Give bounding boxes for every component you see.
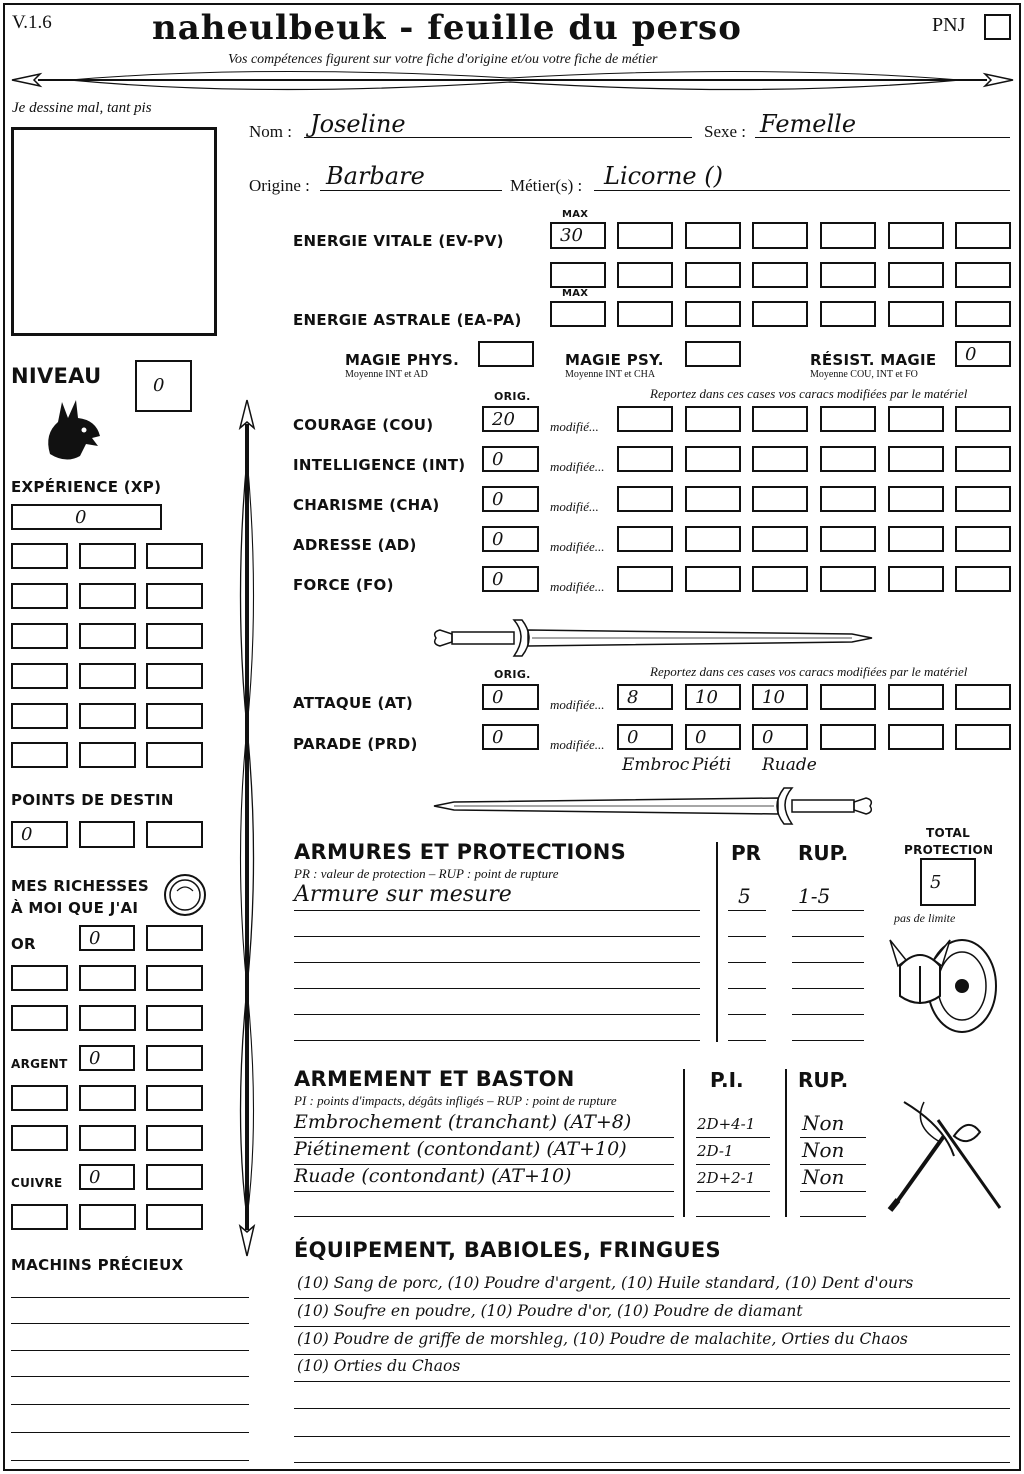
carac-mod-box-4-2[interactable] <box>685 526 741 552</box>
sexe-value[interactable]: Femelle <box>760 110 857 138</box>
carac-mod-label-1: modifié... <box>550 419 599 434</box>
caracs-report-note: Reportez dans ces cases vos caracs modifiées par le matériel <box>650 386 968 401</box>
ev-max-label: MAX <box>562 209 589 220</box>
combat-orig-label: ORIG. <box>494 668 531 681</box>
ea-max-label: MAX <box>562 288 589 299</box>
equip-line-5[interactable] <box>294 1408 1010 1409</box>
richesses-label-2: À MOI QUE J'AI <box>11 899 139 917</box>
coin-icon <box>163 873 207 917</box>
carac-mod-box-1-6[interactable] <box>955 406 1011 432</box>
resist-magie-box[interactable]: 0 <box>955 341 1011 367</box>
armure-line-3[interactable] <box>294 962 700 963</box>
money-grid-box-1-3[interactable] <box>146 965 203 991</box>
ev-box-3[interactable] <box>752 222 808 249</box>
money-grid-box-2-3[interactable] <box>146 1005 203 1031</box>
carac-orig-box-3[interactable]: 0 <box>482 486 539 512</box>
ev-box-2[interactable] <box>685 222 741 249</box>
carac-mod-box-2-6[interactable] <box>955 446 1011 472</box>
equip-line-3[interactable] <box>294 1354 1010 1355</box>
armement-col-rup: RUP. <box>798 1068 849 1092</box>
carac-mod-box-2-2[interactable] <box>685 446 741 472</box>
ev-box-4[interactable] <box>820 222 876 249</box>
equip-item-4[interactable]: (10) Orties du Chaos <box>297 1357 461 1375</box>
carac-label-2: INTELLIGENCE (INT) <box>293 456 466 474</box>
ev-box-6[interactable] <box>955 222 1011 249</box>
money-grid-box-4-2[interactable] <box>79 1125 136 1151</box>
equip-item-3[interactable]: (10) Poudre de griffe de morshleg, (10) Poudre de malachite, Orties du Chaos <box>297 1330 908 1348</box>
money-grid-box-5-2[interactable] <box>79 1204 136 1230</box>
machins-line-6[interactable] <box>11 1432 249 1433</box>
money-grid-box-3-3[interactable] <box>146 1085 203 1111</box>
sexe-label: Sexe : <box>704 122 747 141</box>
arme-pi-1[interactable]: 2D+4-1 <box>697 1115 756 1133</box>
ev-box-row2-1[interactable] <box>550 262 606 288</box>
armures-col-pr: PR <box>731 841 762 865</box>
parade-label: PARADE (PRD) <box>293 735 418 753</box>
magie-phys-label: MAGIE PHYS. <box>345 351 460 369</box>
armure-rup-line-3[interactable] <box>792 962 864 963</box>
or-box[interactable]: 0 <box>79 925 135 951</box>
parade-mod-box-2[interactable]: 0 <box>685 724 741 750</box>
armure-rup-1[interactable]: 1-5 <box>798 884 831 908</box>
xp-grid-box-6-3[interactable] <box>146 742 203 768</box>
arme-rup-1[interactable]: Non <box>802 1111 845 1135</box>
niveau-label: NIVEAU <box>11 364 102 388</box>
machins-line-3[interactable] <box>11 1350 249 1351</box>
armement-legend: PI : points d'impacts, dégâts infligés – RUP : point de rupture <box>294 1093 617 1108</box>
money-grid-box-4-3[interactable] <box>146 1125 203 1151</box>
armement-divider <box>683 1069 685 1217</box>
arme-name-2[interactable]: Piétinement (contondant) (AT+10) <box>294 1138 627 1160</box>
xp-grid-box-2-3[interactable] <box>146 583 203 609</box>
money-grid-box-2-1[interactable] <box>11 1005 68 1031</box>
attaque-mod-box-5[interactable] <box>888 684 944 710</box>
carac-mod-box-5-1[interactable] <box>617 566 673 592</box>
carac-mod-box-1-4[interactable] <box>820 406 876 432</box>
or-label: OR <box>11 935 36 953</box>
attack-name-3: Ruade <box>762 755 817 775</box>
carac-mod-box-1-2[interactable] <box>685 406 741 432</box>
carac-mod-box-5-2[interactable] <box>685 566 741 592</box>
pnj-checkbox[interactable] <box>984 14 1011 40</box>
money-grid-box-5-3[interactable] <box>146 1204 203 1230</box>
arme-pi-2[interactable]: 2D-1 <box>697 1142 734 1160</box>
armures-legend: PR : valeur de protection – RUP : point de rupture <box>294 866 559 881</box>
portrait-caption: Je dessine mal, tant pis <box>12 100 152 116</box>
xp-grid-box-5-2[interactable] <box>79 703 136 729</box>
ev-box-row2-3[interactable] <box>685 262 741 288</box>
armure-pr-1[interactable]: 5 <box>738 884 751 908</box>
money-grid-box-1-2[interactable] <box>79 965 136 991</box>
subtitle: Vos compétences figurent sur votre fiche d'origine et/ou votre fiche de métier <box>228 52 658 67</box>
ev-label: ENERGIE VITALE (EV-PV) <box>293 232 504 250</box>
sword-icon <box>432 612 874 666</box>
carac-mod-box-5-5[interactable] <box>888 566 944 592</box>
xp-grid-box-4-1[interactable] <box>11 663 68 689</box>
richesses-label-1: MES RICHESSES <box>11 877 150 895</box>
armure-line-2[interactable] <box>294 936 700 937</box>
magie-psy-sub: Moyenne INT et CHA <box>565 369 656 380</box>
carac-label-1: COURAGE (COU) <box>293 416 434 434</box>
armures-title: ARMURES ET PROTECTIONS <box>294 840 627 864</box>
destin-box-1[interactable]: 0 <box>11 821 68 848</box>
ev-box-5[interactable] <box>888 222 944 249</box>
arme-line-4[interactable] <box>294 1216 674 1217</box>
carac-label-5: FORCE (FO) <box>293 576 394 594</box>
xp-grid-box-4-3[interactable] <box>146 663 203 689</box>
armure-name-1[interactable]: Armure sur mesure <box>294 882 512 907</box>
parade-mod-box-3[interactable]: 0 <box>752 724 808 750</box>
no-limit-note: pas de limite <box>894 911 956 925</box>
carac-mod-box-2-3[interactable] <box>752 446 808 472</box>
armure-pr-line-3[interactable] <box>728 962 766 963</box>
machins-line-2[interactable] <box>11 1323 249 1324</box>
caracs-orig-label: ORIG. <box>494 390 531 403</box>
weapons-icon <box>884 1096 1010 1218</box>
version-label: V.1.6 <box>12 12 52 33</box>
equip-line-1[interactable] <box>294 1298 1010 1299</box>
carac-orig-box-4[interactable]: 0 <box>482 526 539 552</box>
equip-item-2[interactable]: (10) Soufre en poudre, (10) Poudre d'or, (10) Poudre de diamant <box>297 1302 803 1320</box>
magie-phys-sub: Moyenne INT et AD <box>345 369 428 380</box>
carac-mod-box-4-3[interactable] <box>752 526 808 552</box>
xp-grid-box-3-2[interactable] <box>79 623 136 649</box>
carac-mod-label-5: modifiée... <box>550 579 605 594</box>
ev-box-row2-6[interactable] <box>888 262 944 288</box>
metier-label: Métier(s) : <box>510 176 583 195</box>
cuivre-box-2[interactable] <box>146 1164 203 1190</box>
attack-name-2: Piéti <box>692 755 732 775</box>
total-protection-label-2: PROTECTION <box>904 843 994 857</box>
xp-grid-box-3-1[interactable] <box>11 623 68 649</box>
carac-mod-box-3-6[interactable] <box>955 486 1011 512</box>
carac-orig-box-2[interactable]: 0 <box>482 446 539 472</box>
destin-box-2[interactable] <box>79 821 135 848</box>
carac-label-3: CHARISME (CHA) <box>293 496 440 514</box>
or-box-2[interactable] <box>146 925 203 951</box>
xp-label: EXPÉRIENCE (XP) <box>11 478 162 496</box>
carac-orig-box-1[interactable]: 20 <box>482 406 539 432</box>
ev-box-row2-2[interactable] <box>617 262 673 288</box>
parade-mod-label: modifiée... <box>550 737 605 752</box>
parade-mod-box-1[interactable]: 0 <box>617 724 673 750</box>
cuivre-label: CUIVRE <box>11 1176 63 1190</box>
arme-name-3[interactable]: Ruade (contondant) (AT+10) <box>294 1165 572 1187</box>
carac-mod-box-2-5[interactable] <box>888 446 944 472</box>
attaque-label: ATTAQUE (AT) <box>293 694 414 712</box>
arme-name-1[interactable]: Embrochement (tranchant) (AT+8) <box>294 1111 632 1133</box>
attaque-orig-box[interactable]: 0 <box>482 684 539 710</box>
dragon-icon <box>40 394 106 464</box>
armures-divider <box>716 842 718 1042</box>
carac-mod-box-1-3[interactable] <box>752 406 808 432</box>
ev-box-row2-5[interactable] <box>820 262 876 288</box>
magie-psy-label: MAGIE PSY. <box>565 351 664 369</box>
armure-pr-line-1[interactable] <box>728 910 766 911</box>
xp-grid-box-1-3[interactable] <box>146 543 203 569</box>
armures-col-rup: RUP. <box>798 841 849 865</box>
vertical-spear-icon <box>232 398 262 1260</box>
xp-grid-box-5-1[interactable] <box>11 703 68 729</box>
xp-box[interactable]: 0 <box>11 504 162 530</box>
money-grid-box-3-1[interactable] <box>11 1085 68 1111</box>
xp-grid-box-6-1[interactable] <box>11 742 68 768</box>
attaque-mod-box-3[interactable]: 10 <box>752 684 808 710</box>
ea-box-5[interactable] <box>888 301 944 327</box>
attaque-mod-box-4[interactable] <box>820 684 876 710</box>
carac-mod-box-4-4[interactable] <box>820 526 876 552</box>
xp-grid-box-5-3[interactable] <box>146 703 203 729</box>
argent-label: ARGENT <box>11 1057 68 1071</box>
machins-line-1[interactable] <box>11 1297 249 1298</box>
niveau-box[interactable]: 0 <box>135 360 192 412</box>
sword-icon-2 <box>432 780 874 834</box>
carac-mod-label-4: modifiée... <box>550 539 605 554</box>
attaque-mod-box-2[interactable]: 10 <box>685 684 741 710</box>
armure-rup-line-4[interactable] <box>792 988 864 989</box>
ea-label: ENERGIE ASTRALE (EA-PA) <box>293 311 522 329</box>
magie-psy-box[interactable] <box>685 341 741 367</box>
carac-mod-box-1-5[interactable] <box>888 406 944 432</box>
arme-pi-line-2[interactable] <box>696 1164 770 1165</box>
armement-divider-2 <box>785 1069 787 1217</box>
ev-box-row2-4[interactable] <box>752 262 808 288</box>
carac-mod-label-2: modifiée... <box>550 459 605 474</box>
metier-value[interactable]: Licorne () <box>604 162 723 190</box>
attaque-mod-box-6[interactable] <box>955 684 1011 710</box>
combat-report-note: Reportez dans ces cases vos caracs modifiées par le matériel <box>650 664 968 679</box>
machins-line-4[interactable] <box>11 1376 249 1377</box>
argent-box-2[interactable] <box>146 1045 203 1071</box>
arme-pi-line-3[interactable] <box>696 1191 770 1192</box>
money-grid-box-3-2[interactable] <box>79 1085 136 1111</box>
equip-line-4[interactable] <box>294 1381 1010 1382</box>
xp-grid-box-4-2[interactable] <box>79 663 136 689</box>
attaque-mod-box-1[interactable]: 8 <box>617 684 673 710</box>
ea-box-2[interactable] <box>685 301 741 327</box>
parade-orig-box[interactable]: 0 <box>482 724 539 750</box>
carac-mod-box-3-4[interactable] <box>820 486 876 512</box>
attack-name-1: Embroc <box>622 755 690 775</box>
resist-magie-label: RÉSIST. MAGIE <box>810 351 937 369</box>
carac-mod-box-2-1[interactable] <box>617 446 673 472</box>
xp-grid-box-1-2[interactable] <box>79 543 136 569</box>
xp-grid-box-1-1[interactable] <box>11 543 68 569</box>
ev-box-1[interactable] <box>617 222 673 249</box>
money-grid-box-2-2[interactable] <box>79 1005 136 1031</box>
equipement-title: ÉQUIPEMENT, BABIOLES, FRINGUES <box>294 1238 721 1262</box>
armure-line-5[interactable] <box>294 1014 700 1015</box>
arme-rup-line-3[interactable] <box>800 1191 866 1192</box>
arme-rup-2[interactable]: Non <box>802 1138 845 1162</box>
xp-grid-box-2-2[interactable] <box>79 583 136 609</box>
armure-pr-line-6[interactable] <box>728 1040 766 1041</box>
armure-line-4[interactable] <box>294 988 700 989</box>
armure-pr-line-2[interactable] <box>728 936 766 937</box>
total-protection-box[interactable]: 5 <box>920 858 976 906</box>
armement-title: ARMEMENT ET BASTON <box>294 1067 575 1091</box>
portrait-frame[interactable] <box>11 127 217 336</box>
arme-pi-line-4[interactable] <box>696 1216 770 1217</box>
carac-mod-box-2-4[interactable] <box>820 446 876 472</box>
arme-line-3[interactable] <box>294 1191 674 1192</box>
metier-line <box>594 190 1010 191</box>
equip-line-2[interactable] <box>294 1326 1010 1327</box>
armure-rup-line-5[interactable] <box>792 1014 864 1015</box>
nom-label: Nom : <box>249 122 292 141</box>
ea-box-6[interactable] <box>955 301 1011 327</box>
arme-rup-line-4[interactable] <box>800 1216 866 1217</box>
armure-line-1[interactable] <box>294 910 700 911</box>
cuivre-box[interactable]: 0 <box>79 1164 135 1190</box>
xp-grid-box-6-2[interactable] <box>79 742 136 768</box>
destin-box-3[interactable] <box>146 821 203 848</box>
pnj-label: PNJ <box>932 14 966 36</box>
carac-mod-box-5-6[interactable] <box>955 566 1011 592</box>
total-protection-label-1: TOTAL <box>926 826 971 840</box>
parade-mod-box-6[interactable] <box>955 724 1011 750</box>
armure-pr-line-4[interactable] <box>728 988 766 989</box>
arme-pi-line-1[interactable] <box>696 1137 770 1138</box>
machins-line-5[interactable] <box>11 1404 249 1405</box>
argent-box[interactable]: 0 <box>79 1045 135 1071</box>
equip-line-7[interactable] <box>294 1462 1010 1463</box>
ev-max-box[interactable]: 30 <box>550 222 606 249</box>
page-title: naheulbeuk - feuille du perso <box>152 8 742 48</box>
ea-box-3[interactable] <box>752 301 808 327</box>
helmet-shield-icon <box>890 926 1000 1038</box>
carac-mod-box-4-6[interactable] <box>955 526 1011 552</box>
xp-grid-box-3-3[interactable] <box>146 623 203 649</box>
carac-label-4: ADRESSE (AD) <box>293 536 417 554</box>
xp-grid-box-2-1[interactable] <box>11 583 68 609</box>
ea-max-box[interactable] <box>550 301 606 327</box>
carac-mod-box-3-5[interactable] <box>888 486 944 512</box>
nom-value[interactable]: Joseline <box>310 110 406 138</box>
armure-rup-line-2[interactable] <box>792 936 864 937</box>
carac-mod-box-4-5[interactable] <box>888 526 944 552</box>
carac-mod-box-1-1[interactable] <box>617 406 673 432</box>
origine-label: Origine : <box>249 176 310 195</box>
carac-mod-box-5-3[interactable] <box>752 566 808 592</box>
money-grid-box-5-1[interactable] <box>11 1204 68 1230</box>
origine-value[interactable]: Barbare <box>326 162 425 190</box>
equip-item-1[interactable]: (10) Sang de porc, (10) Poudre d'argent, (10) Huile standard, (10) Dent d'ours <box>297 1274 914 1292</box>
machins-label: MACHINS PRÉCIEUX <box>11 1256 184 1274</box>
parade-mod-box-4[interactable] <box>820 724 876 750</box>
carac-orig-box-5[interactable]: 0 <box>482 566 539 592</box>
carac-mod-box-3-3[interactable] <box>752 486 808 512</box>
equip-line-6[interactable] <box>294 1436 1010 1437</box>
ea-box-4[interactable] <box>820 301 876 327</box>
carac-mod-label-3: modifié... <box>550 499 599 514</box>
armure-pr-line-5[interactable] <box>728 1014 766 1015</box>
armure-rup-line-1[interactable] <box>792 910 864 911</box>
machins-line-7[interactable] <box>11 1460 249 1461</box>
attaque-mod-label: modifiée... <box>550 697 605 712</box>
magie-phys-box[interactable] <box>478 341 534 367</box>
spear-divider-icon <box>10 68 1015 96</box>
ea-box-1[interactable] <box>617 301 673 327</box>
arme-rup-3[interactable]: Non <box>802 1165 845 1189</box>
resist-magie-sub: Moyenne COU, INT et FO <box>810 369 918 380</box>
arme-pi-3[interactable]: 2D+2-1 <box>697 1169 756 1187</box>
destin-label: POINTS DE DESTIN <box>11 791 174 809</box>
carac-mod-box-5-4[interactable] <box>820 566 876 592</box>
carac-mod-box-3-1[interactable] <box>617 486 673 512</box>
parade-mod-box-5[interactable] <box>888 724 944 750</box>
money-grid-box-1-1[interactable] <box>11 965 68 991</box>
armure-rup-line-6[interactable] <box>792 1040 864 1041</box>
armure-line-6[interactable] <box>294 1040 700 1041</box>
origine-line <box>320 190 502 191</box>
carac-mod-box-4-1[interactable] <box>617 526 673 552</box>
money-grid-box-4-1[interactable] <box>11 1125 68 1151</box>
ev-box-row2-7[interactable] <box>955 262 1011 288</box>
carac-mod-box-3-2[interactable] <box>685 486 741 512</box>
armement-col-pi: P.I. <box>710 1068 744 1092</box>
